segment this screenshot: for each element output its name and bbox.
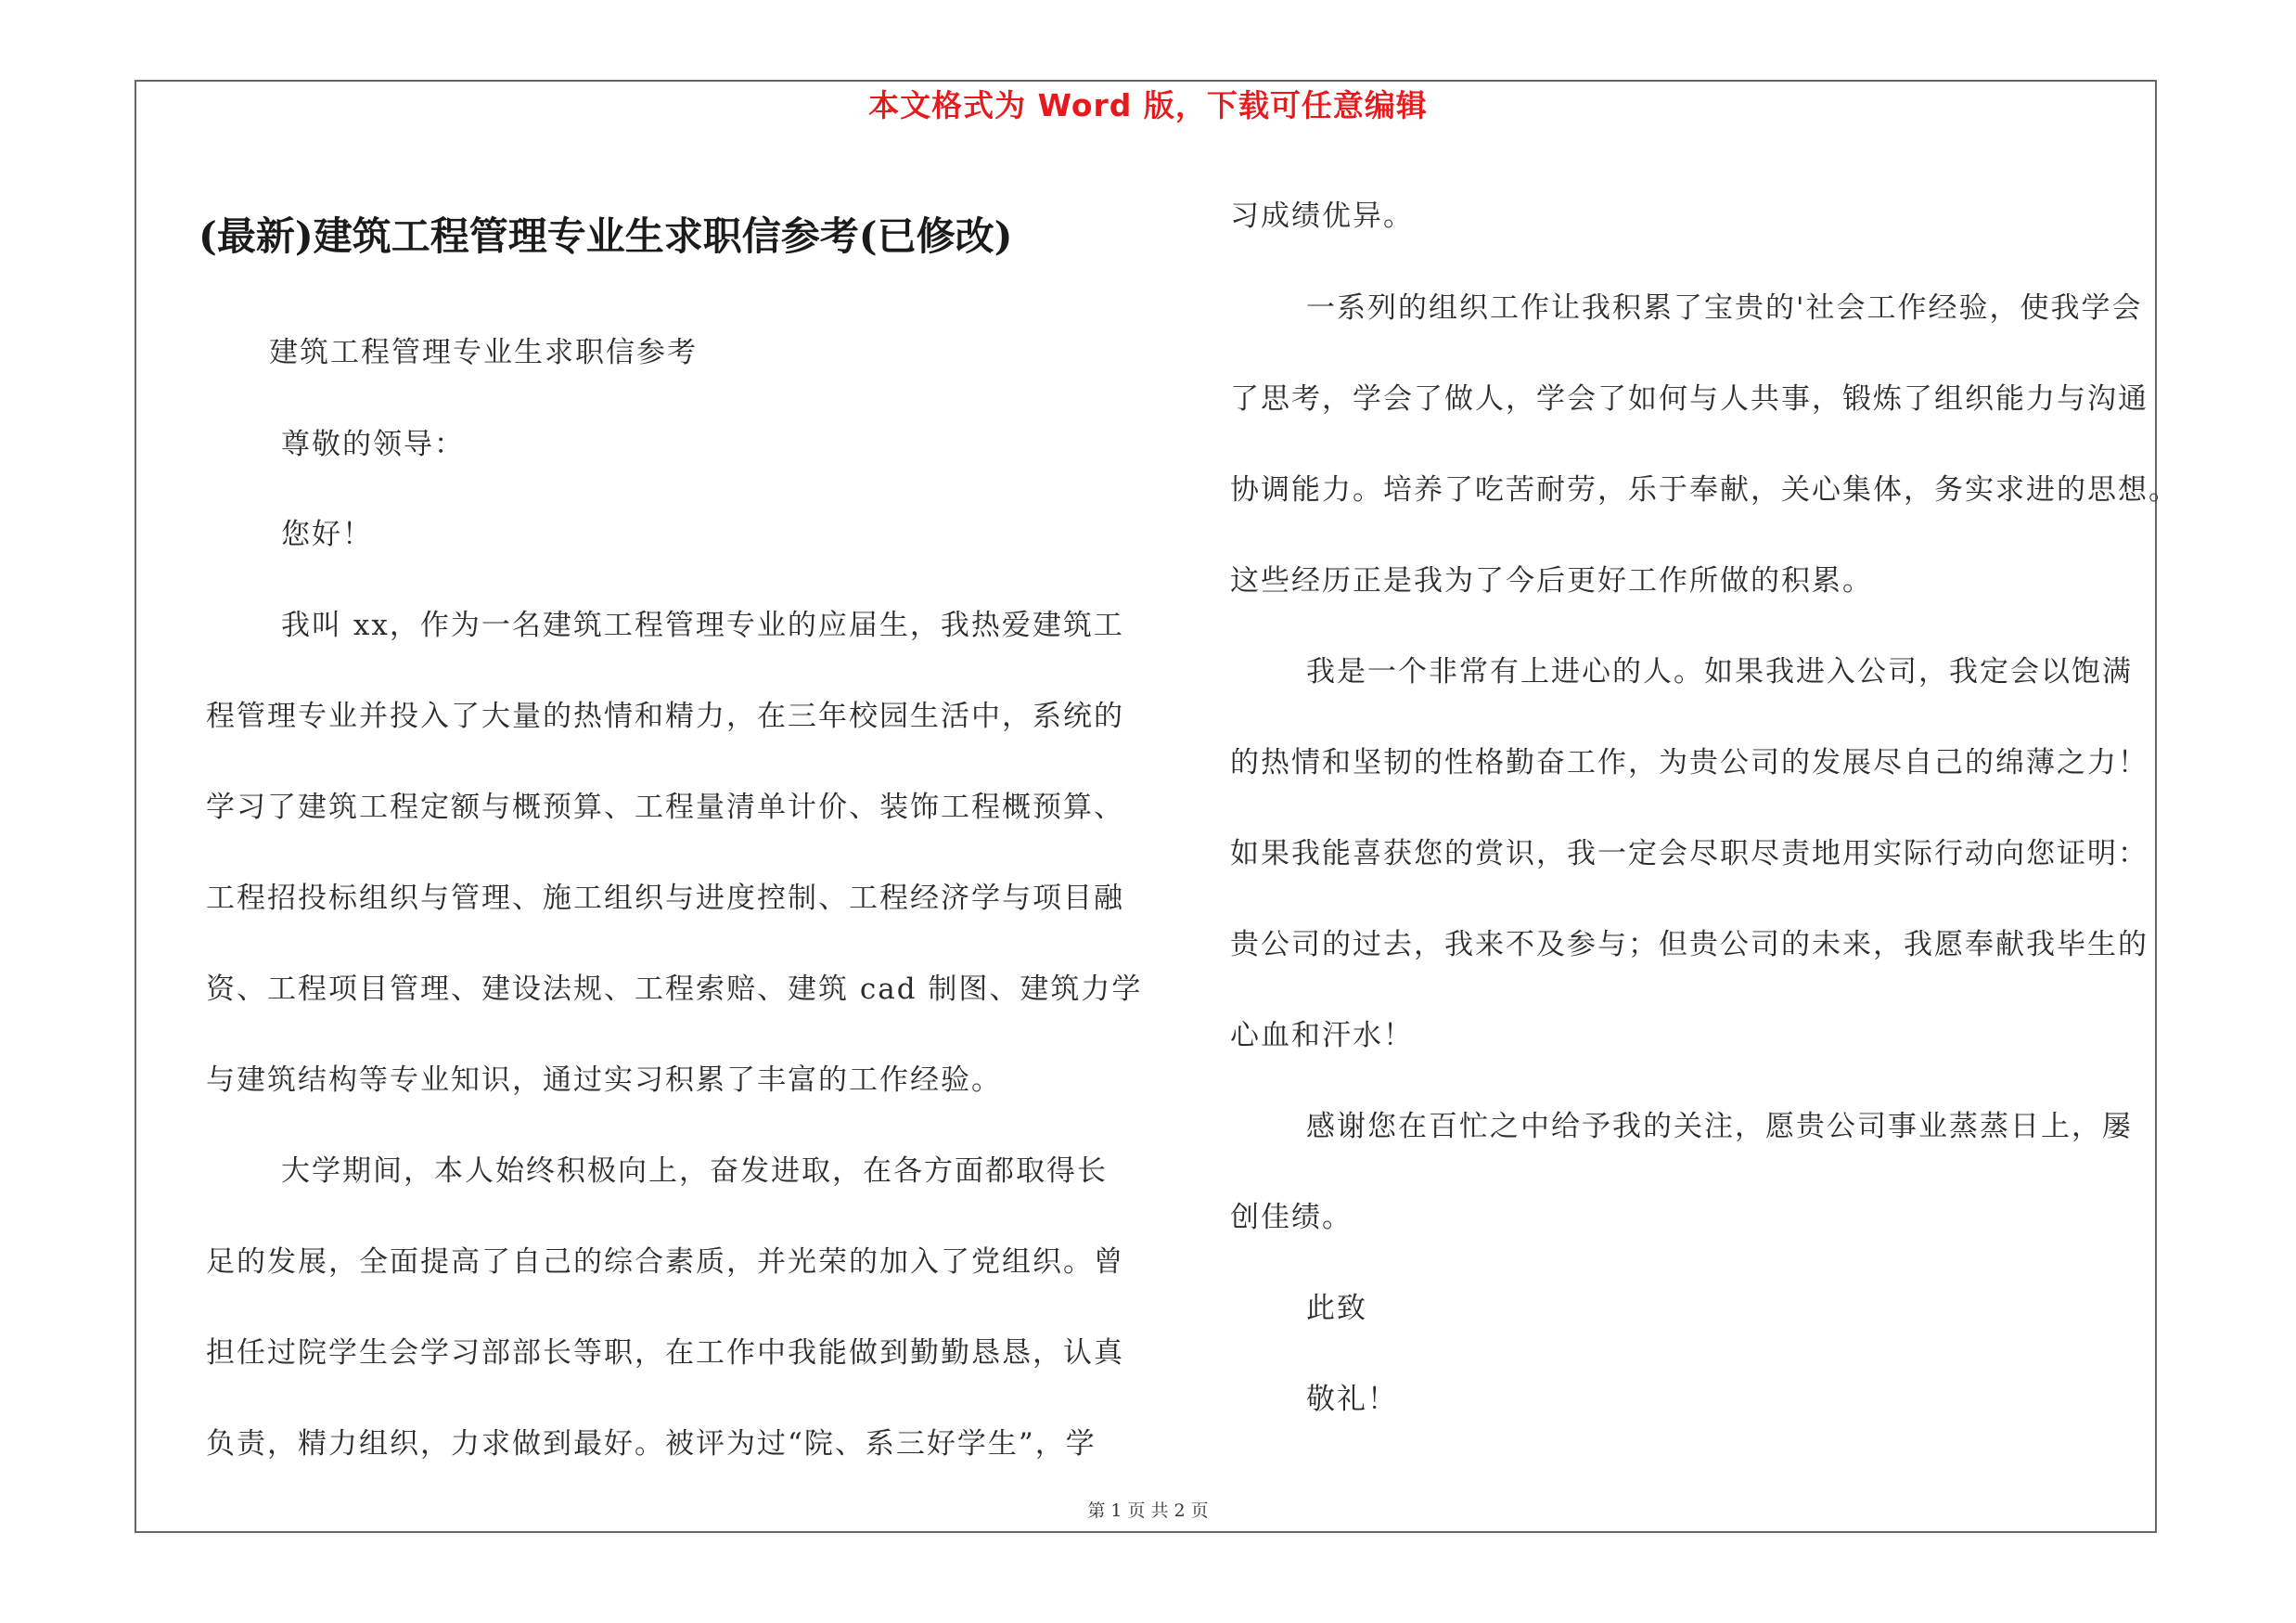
body-line: 贵公司的过去，我来不及参与；但贵公司的未来，我愿奉献我毕生的 xyxy=(1230,928,2148,961)
body-line: 学习了建筑工程定额与概预算、工程量清单计价、装饰工程概预算、 xyxy=(206,791,1124,824)
body-line: 感谢您在百忙之中给予我的关注，愿贵公司事业蒸蒸日上，屡 xyxy=(1306,1110,2133,1143)
document-title: (最新)建筑工程管理专业生求职信参考(已修改) xyxy=(199,213,1013,259)
body-line: 足的发展，全面提高了自己的综合素质，并光荣的加入了党组织。曾 xyxy=(206,1245,1124,1279)
closing-line: 此致 xyxy=(1306,1292,1367,1325)
format-notice-banner: 本文格式为 Word 版，下载可任意编辑 xyxy=(868,87,1428,123)
body-line: 了思考，学会了做人，学会了如何与人共事，锻炼了组织能力与沟通 xyxy=(1230,382,2148,416)
body-line: 负责，精力组织，力求做到最好。被评为过“院、系三好学生”，学 xyxy=(206,1427,1097,1461)
body-line: 担任过院学生会学习部部长等职，在工作中我能做到勤勤恳恳，认真 xyxy=(206,1336,1124,1370)
body-line: 工程招投标组织与管理、施工组织与进度控制、工程经济学与项目融 xyxy=(206,882,1124,915)
greeting-line: 您好！ xyxy=(281,518,373,551)
closing-line: 敬礼！ xyxy=(1306,1383,1398,1416)
body-line: 大学期间，本人始终积极向上，奋发进取，在各方面都取得长 xyxy=(281,1154,1108,1188)
page-number-footer: 第 1 页 共 2 页 xyxy=(1087,1501,1209,1521)
body-line: 心血和汗水！ xyxy=(1230,1019,1414,1052)
body-line: 如果我能喜获您的赏识，我一定会尽职尽责地用实际行动向您证明： xyxy=(1230,837,2148,870)
body-line: 我是一个非常有上进心的人。如果我进入公司，我定会以饱满 xyxy=(1306,655,2133,689)
body-line: 协调能力。培养了吃苦耐劳，乐于奉献，关心集体，务实求进的思想。 xyxy=(1230,473,2179,507)
body-line: 一系列的组织工作让我积累了宝贵的'社会工作经验，使我学会 xyxy=(1306,291,2143,325)
body-line: 习成绩优异。 xyxy=(1230,200,1414,233)
body-line: 这些经历正是我为了今后更好工作所做的积累。 xyxy=(1230,564,1873,598)
body-line: 资、工程项目管理、建设法规、工程索赔、建筑 cad 制图、建筑力学 xyxy=(206,973,1143,1006)
salutation-line: 尊敬的领导： xyxy=(281,428,465,461)
body-line: 的热情和坚韧的性格勤奋工作，为贵公司的发展尽自己的绵薄之力！ xyxy=(1230,746,2148,779)
subtitle-line: 建筑工程管理专业生求职信参考 xyxy=(269,336,698,369)
body-line: 创佳绩。 xyxy=(1230,1201,1353,1234)
body-line: 与建筑结构等专业知识，通过实习积累了丰富的工作经验。 xyxy=(206,1063,1002,1097)
body-line: 程管理专业并投入了大量的热情和精力，在三年校园生活中，系统的 xyxy=(206,700,1124,733)
body-line: 我叫 xx，作为一名建筑工程管理专业的应届生，我热爱建筑工 xyxy=(281,609,1124,642)
